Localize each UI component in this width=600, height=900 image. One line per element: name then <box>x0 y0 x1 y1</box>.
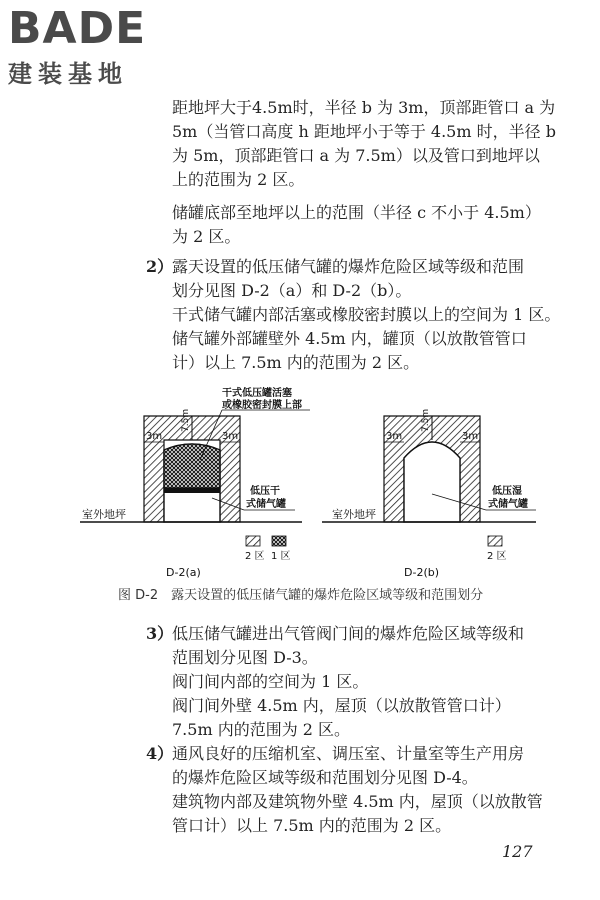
legend-zone2-label: 2 区 <box>245 551 265 562</box>
text-line: 储罐底部至地坪以上的范围（半径 c 不小于 4.5m） <box>172 203 541 222</box>
text-line: 范围划分见图 D-3。 <box>172 648 318 667</box>
dim-left: 3m <box>386 431 403 442</box>
piston <box>164 488 220 493</box>
text-line: 为 5m，顶部距管口 a 为 7.5m）以及管口到地坪以 <box>172 146 540 165</box>
page-number: 127 <box>502 842 533 861</box>
logo-wordmark: BADE <box>8 3 147 54</box>
text-line: 露天设置的低压储气罐的爆炸危险区域等级和范围 <box>172 257 525 276</box>
text-line: 5m（当管口高度 h 距地坪小于等于 4.5m 时，半径 b <box>172 122 556 141</box>
legend-zone2-label: 2 区 <box>487 551 507 562</box>
tank-label-line1: 低压湿 <box>492 486 522 497</box>
figure-d2 <box>60 378 540 580</box>
legend-zone1-label: 1 区 <box>271 551 291 562</box>
text-line: 距地坪大于4.5m时，半径 b 为 3m，顶部距管口 a 为 <box>172 98 556 117</box>
diagram-b <box>322 409 536 579</box>
text-line: 为 2 区。 <box>172 227 241 246</box>
text-line: 计）以上 7.5m 内的范围为 2 区。 <box>172 353 420 372</box>
text-line: 建筑物内部及建筑物外壁 4.5m 内，屋顶（以放散管 <box>172 792 543 811</box>
logo-subtitle: 建装基地 <box>8 60 128 88</box>
text-line: 管口计）以上 7.5m 内的范围为 2 区。 <box>172 816 452 835</box>
tank-body <box>404 442 460 522</box>
text-line: 干式储气罐内部活塞或橡胶密封膜以上的空间为 1 区。 <box>172 305 561 324</box>
text-line: 阀门间外壁 4.5m 内，屋顶（以放散管管口计） <box>172 696 511 715</box>
bade-logo <box>8 3 183 89</box>
subfigure-label-a: D-2(a) <box>166 566 201 579</box>
legend-zone1-swatch <box>272 536 286 546</box>
subfigure-label-b: D-2(b) <box>404 566 440 579</box>
tank-label-line1: 低压干 <box>250 486 280 497</box>
legend-zone2-swatch <box>246 536 260 546</box>
text-line: 阀门间内部的空间为 1 区。 <box>172 672 369 691</box>
tank-label-line2: 式储气罐 <box>488 499 528 510</box>
diagram-a <box>80 386 310 579</box>
ground-label: 室外地坪 <box>332 508 376 521</box>
dim-right: 3m <box>222 431 239 442</box>
text-line: 7.5m 内的范围为 2 区。 <box>172 720 351 739</box>
callout-line2: 或橡胶密封膜上部 <box>222 400 302 411</box>
text-line: 储气罐外部罐壁外 4.5m 内，罐顶（以放散管管口 <box>172 329 527 348</box>
text-line: 上的范围为 2 区。 <box>172 170 305 189</box>
dim-left: 3m <box>146 431 163 442</box>
figure-caption: 图 D-2 露天设置的低压储气罐的爆炸危险区域等级和范围划分 <box>118 588 484 603</box>
text-line: 的爆炸危险区域等级和范围划分见图 D-4。 <box>172 768 478 787</box>
zone-1-area <box>164 444 220 488</box>
item-number: 3） <box>146 624 174 643</box>
dim-top: 7.5m <box>181 408 191 432</box>
ground-label: 室外地坪 <box>82 508 126 521</box>
legend-zone2-swatch <box>488 536 502 546</box>
tank-label-line2: 式储气罐 <box>246 499 286 510</box>
callout-line1: 干式低压罐活塞 <box>222 388 292 399</box>
dim-right: 3m <box>462 431 479 442</box>
item-number: 4） <box>146 744 174 763</box>
text-line: 通风良好的压缩机室、调压室、计量室等生产用房 <box>172 744 525 763</box>
item-number: 2） <box>146 257 174 276</box>
text-line: 低压储气罐进出气管阀门间的爆炸危险区域等级和 <box>172 624 525 643</box>
text-line: 划分见图 D-2（a）和 D-2（b）。 <box>172 281 412 300</box>
dim-top: 7.5m <box>421 408 431 432</box>
